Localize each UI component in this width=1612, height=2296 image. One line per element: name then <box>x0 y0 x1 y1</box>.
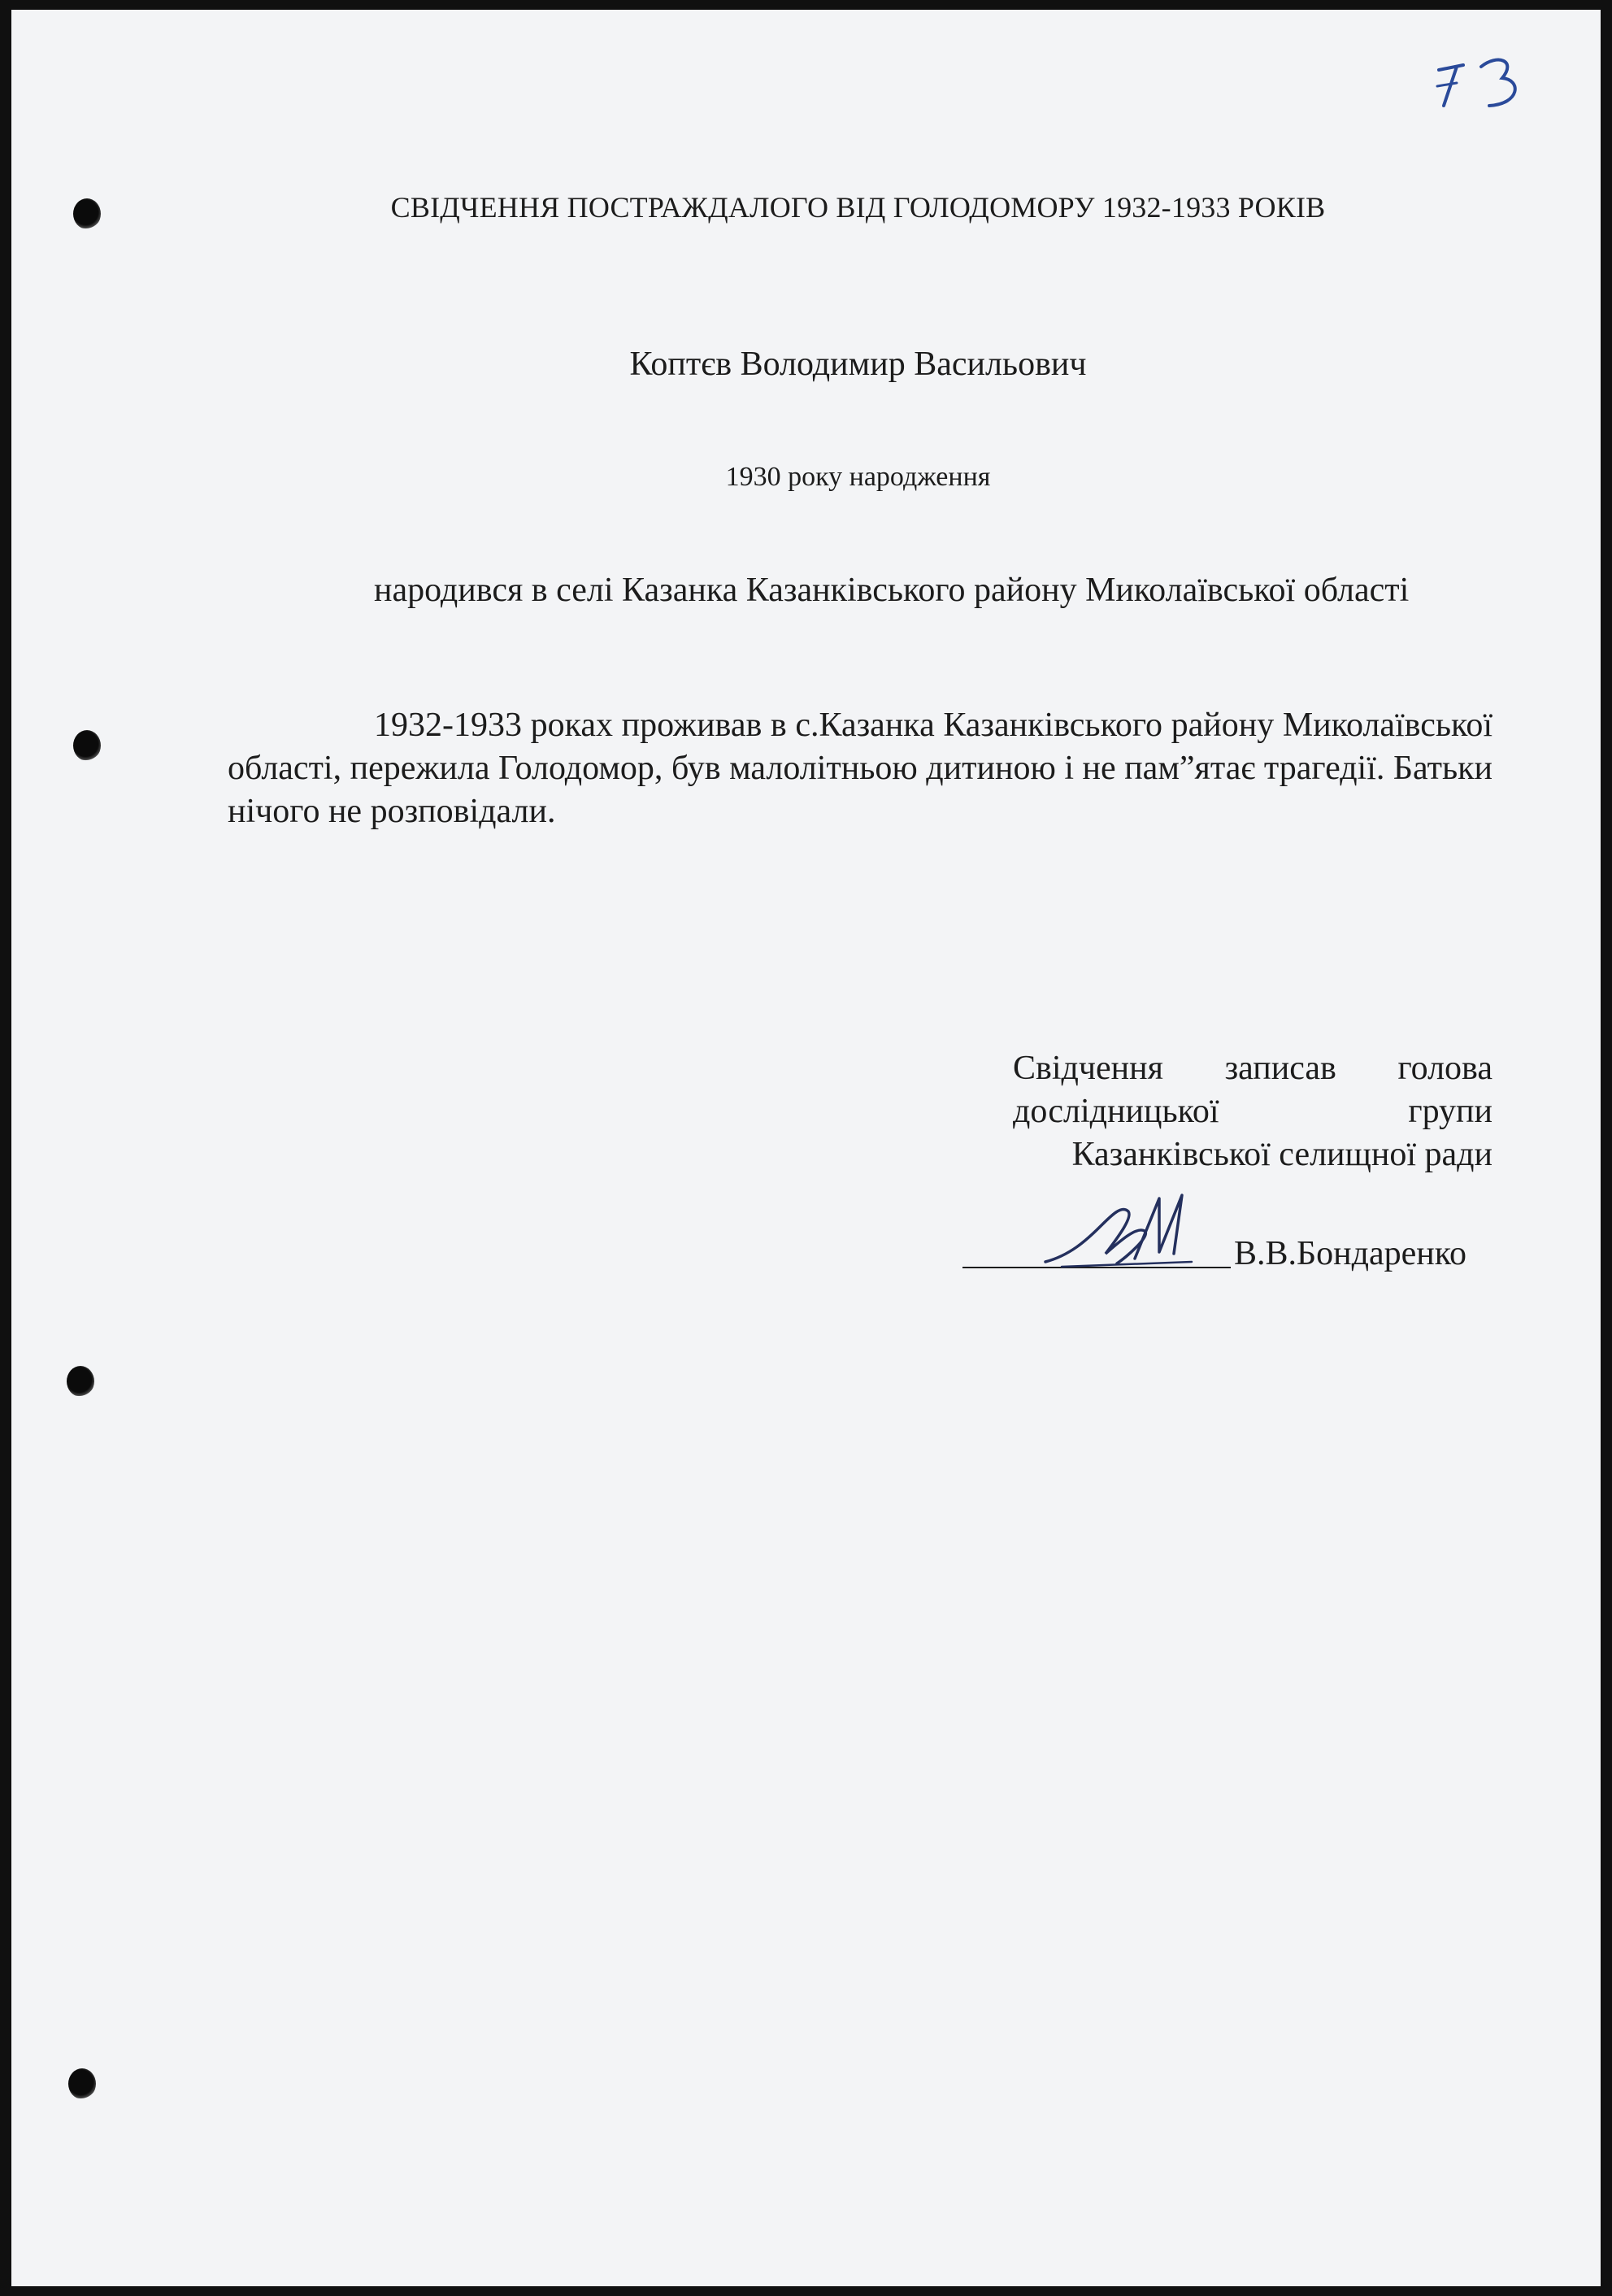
birthplace-paragraph: народився в селі Казанка Казанківського району Миколаївської області <box>374 572 1410 609</box>
document-page <box>11 10 1601 2286</box>
binder-hole <box>67 1366 94 1397</box>
recorder-line-3 <box>1013 1133 1493 1176</box>
recorder-word: групи <box>1408 1093 1493 1130</box>
document-title: СВІДЧЕННЯ ПОСТРАЖДАЛОГО ВІД ГОЛОДОМОРУ 1932-1933 РОКІВ <box>390 191 1326 224</box>
birth-year: 1930 року народження <box>725 462 991 492</box>
recorder-line-2 <box>1013 1090 1493 1133</box>
recorder-word: дослідницької <box>1013 1093 1219 1130</box>
page-number-handwritten <box>1432 42 1546 115</box>
recorder-word: записав <box>1224 1050 1336 1087</box>
recorder-line-1 <box>1013 1047 1493 1090</box>
binder-hole <box>68 2068 96 2099</box>
witness-name: Коптєв Володимир Васильович <box>629 346 1087 383</box>
testimony-paragraph: 1932-1933 роках проживав в с.Казанка Казанківського району Миколаївської області, пережила Голодомор, був малолітньою дитиною і не пам”ятає трагедії. Батьки нічого не розповідали. <box>228 707 1493 830</box>
recorder-word: голова <box>1397 1050 1493 1087</box>
signer-name: В.В.Бондаренко <box>1234 1235 1467 1272</box>
handwritten-signature <box>1037 1184 1200 1281</box>
recorder-word: Свідчення <box>1013 1050 1163 1087</box>
binder-hole <box>73 730 101 761</box>
recorder-block <box>1013 1047 1493 1176</box>
recorder-text: Казанківської селищної ради <box>1071 1136 1493 1173</box>
signature-row <box>956 1211 1493 1285</box>
